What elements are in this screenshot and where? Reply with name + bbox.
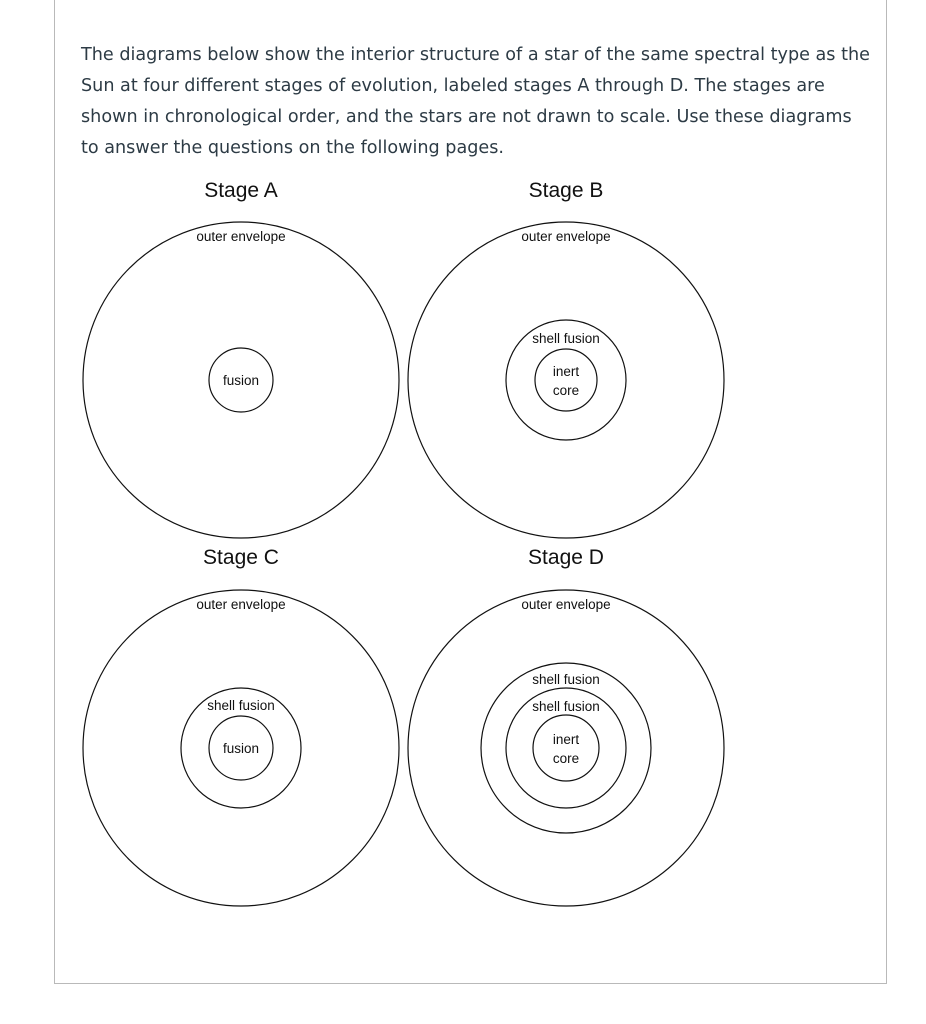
stage-b-core-label-1: inert [552,364,580,379]
stage-a-diagram [83,179,399,538]
stage-c-diagram [83,546,399,906]
stage-d-core-label-1: inert [552,732,580,747]
stage-d-outer-shell-label: shell fusion [532,672,600,687]
stage-d-inert-core [533,715,599,781]
stage-a-core-label: fusion [222,373,260,388]
stage-d-title: Stage D [528,546,604,569]
stage-d-outer-envelope [408,590,724,906]
stage-b-core-label-2: core [552,383,580,398]
stage-d-diagram [408,546,724,906]
stage-b-outer-label: outer envelope [521,229,611,244]
stage-b-diagram [408,179,724,538]
stage-b-outer-envelope [408,222,724,538]
stage-b-inert-core [535,349,597,411]
stage-c-shell-label: shell fusion [207,698,275,713]
stage-c-title: Stage C [203,546,279,569]
stage-c-outer-label: outer envelope [196,597,286,612]
stage-d-outer-label: outer envelope [521,597,611,612]
stage-b-title: Stage B [528,179,604,202]
stage-d-inner-shell-label: shell fusion [532,699,600,714]
stage-a-outer-label: outer envelope [196,229,286,244]
stage-a-title: Stage A [204,179,278,202]
intro-paragraph: The diagrams below show the interior structure of a star of the same spectral type as the Sun at four different stages of evolution, labeled stages A through D. The stages are shown in chronological order, and the stars are not drawn to scale. Use these diagrams to answer the questions on the following pages. [81,45,870,158]
stage-d-core-label-2: core [552,751,580,766]
stage-b-shell-label: shell fusion [532,331,600,346]
stage-c-core-label: fusion [222,741,260,756]
